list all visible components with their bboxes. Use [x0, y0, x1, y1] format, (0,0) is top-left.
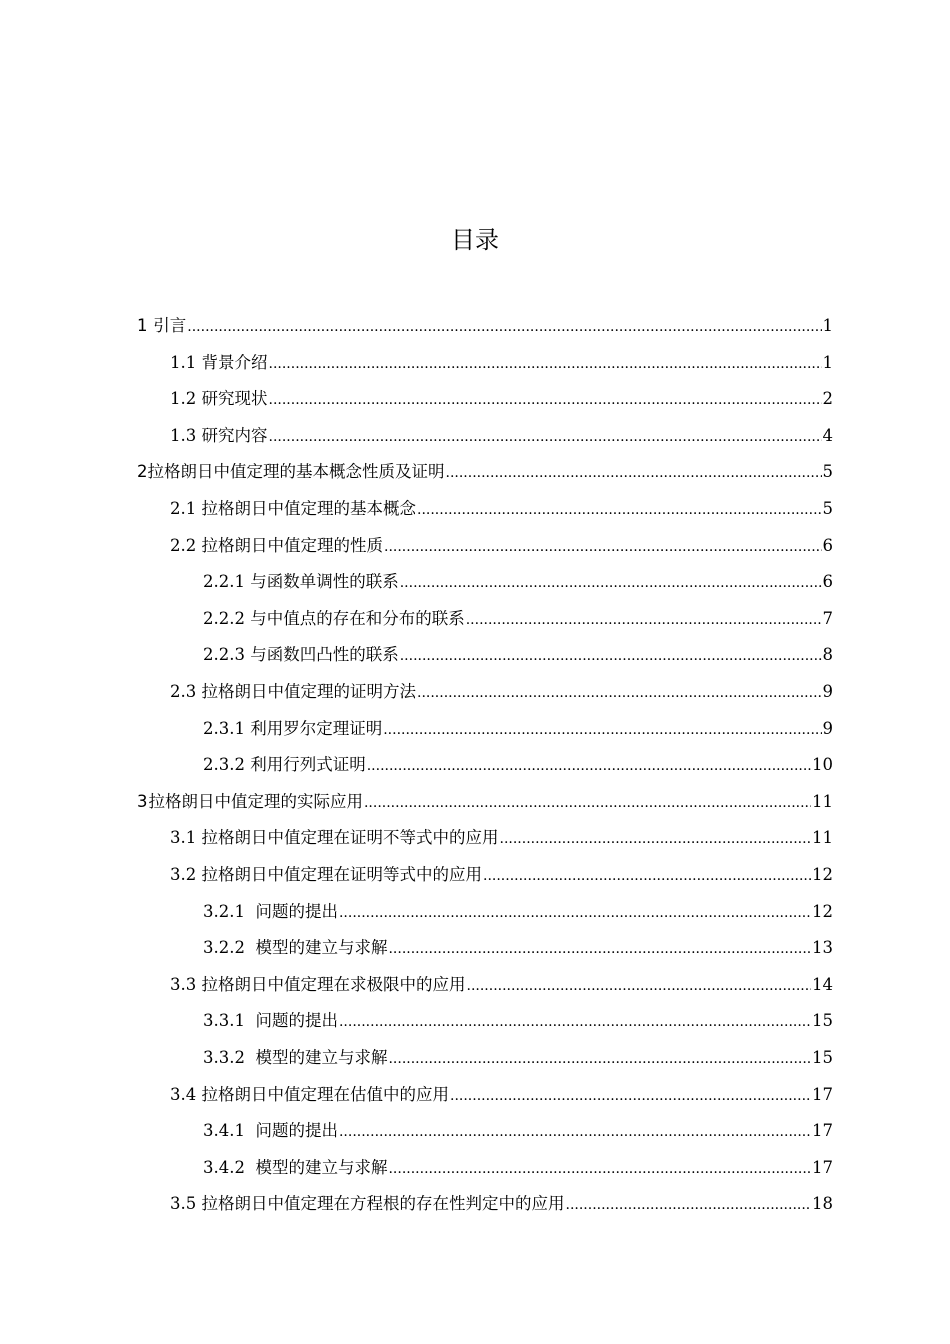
toc-entry-page-number: 1: [822, 352, 833, 372]
toc-entry-page-number: 9: [822, 718, 833, 738]
toc-entry-page-number: 8: [822, 645, 833, 665]
toc-entry-label: 1.1 背景介绍: [170, 352, 268, 372]
toc-entry-page-number: 14: [812, 974, 833, 994]
dot-leader: [339, 1114, 811, 1150]
toc-entry-number: 2: [137, 462, 148, 482]
toc-entry-label: 3.4.1 问题的提出: [203, 1121, 338, 1141]
toc-entry[interactable]: [203, 601, 833, 637]
toc-entry[interactable]: [203, 930, 833, 966]
toc-entry-page-number: 6: [822, 572, 833, 592]
toc-entry-label: 引言: [153, 316, 187, 335]
toc-entry-label: 1.2 研究现状: [170, 389, 268, 409]
toc-entry-page-number: 5: [822, 499, 833, 518]
toc-entry[interactable]: [170, 528, 833, 564]
toc-entry[interactable]: [203, 637, 833, 673]
toc-entry-label: 2.3.1 利用罗尔定理证明: [203, 718, 383, 738]
dot-leader: [269, 346, 822, 382]
toc-entry[interactable]: [170, 1186, 833, 1222]
dot-leader: [384, 529, 822, 565]
toc-entry-page-number: 15: [812, 1011, 833, 1031]
dot-leader: [364, 785, 811, 821]
dot-leader: [339, 1004, 811, 1040]
toc-entry-page-number: 1: [822, 316, 833, 335]
toc-entry-label: 1.3 研究内容: [170, 425, 268, 445]
toc-entry-label: 2.2 拉格朗日中值定理的性质: [170, 535, 383, 555]
dot-leader: [367, 748, 811, 784]
dot-leader: [500, 821, 812, 857]
dot-leader: [388, 1151, 811, 1187]
toc-entry-page-number: 9: [822, 682, 833, 701]
toc-entry-page-number: 6: [822, 535, 833, 555]
toc-entry[interactable]: [137, 454, 833, 490]
toc-entry-page-number: 11: [812, 791, 833, 811]
page-title: 目录: [451, 226, 499, 254]
toc-entry-label: 3.2 拉格朗日中值定理在证明等式中的应用: [170, 865, 482, 884]
toc-entry[interactable]: [203, 1003, 833, 1039]
toc-entry-page-number: 12: [812, 901, 833, 921]
dot-leader: [417, 492, 822, 528]
dot-leader: [339, 895, 811, 931]
dot-leader: [450, 1078, 811, 1114]
toc-entry[interactable]: [170, 674, 833, 710]
toc-entry-label: 2.1 拉格朗日中值定理的基本概念: [170, 499, 416, 518]
toc-entry[interactable]: [203, 747, 833, 783]
toc-entry-label: 2.2.3 与函数凹凸性的联系: [203, 645, 399, 665]
toc-entry-label: 3.1 拉格朗日中值定理在证明不等式中的应用: [170, 828, 499, 848]
toc-entry-page-number: 15: [812, 1048, 833, 1067]
toc-entry-page-number: 5: [822, 462, 833, 482]
toc-entry[interactable]: [170, 418, 833, 454]
toc-entry-label: 3.4 拉格朗日中值定理在估值中的应用: [170, 1084, 449, 1104]
dot-leader: [400, 638, 822, 674]
toc-entry-number: 1: [137, 316, 148, 335]
toc-entry[interactable]: [203, 1113, 833, 1149]
dot-leader: [388, 931, 811, 967]
toc-entry-page-number: 13: [812, 938, 833, 958]
toc-entry-label: 3.4.2 模型的建立与求解: [203, 1157, 388, 1177]
toc-entry-page-number: 18: [812, 1194, 833, 1214]
toc-entry[interactable]: [170, 1077, 833, 1113]
dot-leader: [269, 419, 822, 455]
toc-entry-number: 3: [137, 791, 148, 811]
toc-entry[interactable]: [203, 894, 833, 930]
toc-entry[interactable]: [137, 784, 833, 820]
toc-entry-page-number: 2: [822, 389, 833, 409]
toc-entry-page-number: 10: [812, 755, 833, 775]
toc-entry[interactable]: [170, 967, 833, 1003]
dot-leader: [417, 675, 822, 711]
toc-entry[interactable]: [170, 381, 833, 417]
dot-leader: [566, 1187, 812, 1223]
dot-leader: [383, 712, 821, 748]
toc-entry-label: 3.5 拉格朗日中值定理在方程根的存在性判定中的应用: [170, 1194, 565, 1214]
toc-entry-label: 3.2.1 问题的提出: [203, 901, 338, 921]
toc-entry-label: 2.2.1 与函数单调性的联系: [203, 572, 399, 592]
toc-entry-label: 2.2.2 与中值点的存在和分布的联系: [203, 608, 465, 628]
toc-entry[interactable]: [170, 820, 833, 856]
dot-leader: [388, 1041, 811, 1077]
toc-entry[interactable]: [203, 1040, 833, 1076]
toc-entry-page-number: 12: [812, 865, 833, 884]
toc-entry-page-number: 17: [812, 1084, 833, 1104]
toc-entry-label: 3.3.2 模型的建立与求解: [203, 1048, 388, 1067]
toc-entry-label: 拉格朗日中值定理的实际应用: [148, 791, 363, 811]
dot-leader: [187, 309, 821, 345]
toc-entry-page-number: 17: [812, 1121, 833, 1141]
dot-leader: [467, 968, 812, 1004]
dot-leader: [483, 858, 811, 894]
dot-leader: [446, 455, 822, 491]
toc-entry[interactable]: [170, 345, 833, 381]
toc-entry-page-number: 4: [822, 425, 833, 445]
toc-entry-page-number: 17: [812, 1157, 833, 1177]
toc-entry-label: 3.3 拉格朗日中值定理在求极限中的应用: [170, 974, 466, 994]
toc-entry[interactable]: [137, 308, 833, 344]
toc-entry-label: 3.2.2 模型的建立与求解: [203, 938, 388, 958]
toc-entry-label: 3.3.1 问题的提出: [203, 1011, 338, 1031]
toc-entry[interactable]: [203, 564, 833, 600]
dot-leader: [269, 382, 822, 418]
toc-entry-page-number: 11: [812, 828, 833, 848]
dot-leader: [466, 602, 822, 638]
toc-entry[interactable]: [203, 1150, 833, 1186]
toc-entry[interactable]: [203, 711, 833, 747]
toc-entry-page-number: 7: [822, 608, 833, 628]
toc-entry-label: 拉格朗日中值定理的基本概念性质及证明: [147, 462, 445, 482]
toc-entry[interactable]: [170, 857, 833, 893]
dot-leader: [400, 565, 822, 601]
toc-entry[interactable]: [170, 491, 833, 527]
toc-entry-label: 2.3.2 利用行列式证明: [203, 755, 366, 775]
toc-entry-label: 2.3 拉格朗日中值定理的证明方法: [170, 682, 416, 701]
